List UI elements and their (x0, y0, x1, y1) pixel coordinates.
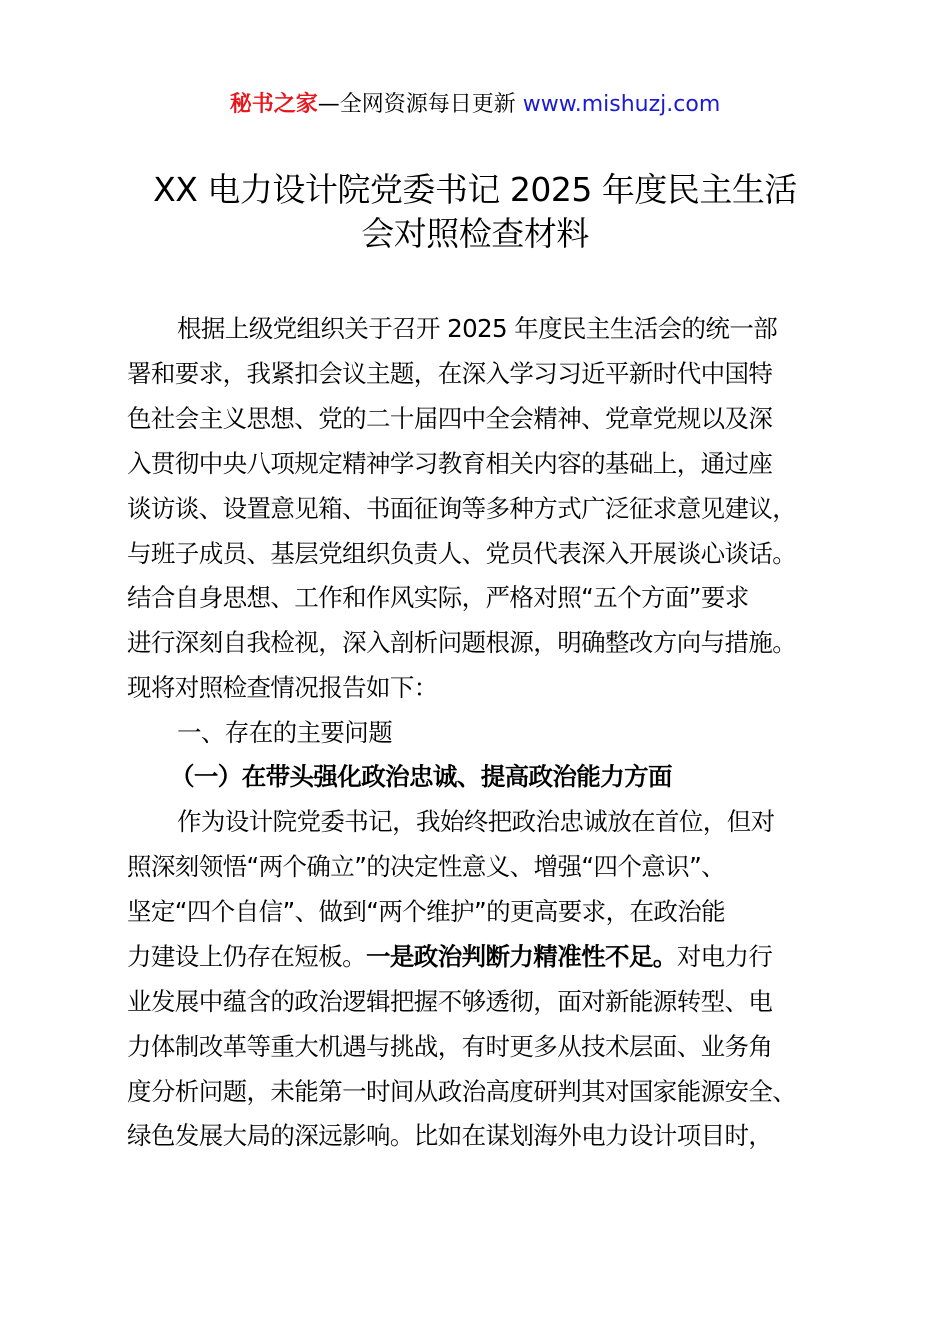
intro-line: 入贯彻中央八项规定精神学习教育相关内容的基础上，通过座 (127, 449, 773, 478)
paragraph-line: 照深刻领悟“两个确立”的决定性意义、增强“四个意识”、 (127, 852, 726, 881)
intro-line: 谈访谈、设置意见箱、书面征询等多种方式广泛征求意见建议， (127, 494, 797, 523)
brand-name: 秘书之家 (229, 92, 318, 117)
intro-line: 结合自身思想、工作和作风实际，严格对照“五个方面”要求 (127, 583, 749, 612)
intro-line: 色社会主义思想、党的二十届四中全会精神、党章党规以及深 (127, 404, 773, 433)
intro-line: 署和要求，我紧扣会议主题，在深入学习习近平新时代中国特 (127, 359, 773, 388)
paragraph-text: 力建设上仍存在短板。 (127, 942, 366, 971)
document-title-line-1: XX 电力设计院党委书记 2025 年度民主生活 (153, 170, 797, 209)
paragraph-line: 业发展中蕴含的政治逻辑把握不够透彻，面对新能源转型、电 (127, 987, 773, 1016)
paragraph-line: 度分析问题，未能第一时间从政治高度研判其对国家能源安全、 (127, 1077, 797, 1106)
website-link[interactable]: www.mishuzj.com (522, 92, 721, 117)
paragraph-line: 力体制改革等重大机遇与挑战，有时更多从技术层面、业务角 (127, 1032, 773, 1061)
paragraph-line: 绿色发展大局的深远影响。比如在谋划海外电力设计项目时， (127, 1121, 773, 1150)
header-tagline: —全网资源每日更新 (317, 92, 516, 117)
document-title-line-2: 会对照检查材料 (361, 214, 589, 253)
section-heading: 一、存在的主要问题 (177, 718, 393, 747)
intro-line: 与班子成员、基层党组织负责人、党员代表深入开展谈心谈话。 (127, 539, 797, 568)
paragraph-line: 坚定“四个自信”、做到“两个维护”的更高要求，在政治能 (127, 897, 726, 926)
intro-line: 根据上级党组织关于召开 2025 年度民主生活会的统一部 (177, 314, 778, 343)
paragraph-text: 对电力行 (676, 942, 773, 971)
site-header-banner (0, 88, 950, 122)
paragraph-line: 作为设计院党委书记，我始终把政治忠诚放在首位，但对 (177, 807, 775, 836)
intro-line: 进行深刻自我检视，深入剖析问题根源，明确整改方向与措施。 (127, 628, 797, 657)
intro-line: 现将对照检查情况报告如下： (127, 673, 438, 702)
paragraph-line (127, 940, 772, 974)
subsection-heading: （一）在带头强化政治忠诚、提高政治能力方面 (170, 762, 672, 791)
key-point-bold: 一是政治判断力精准性不足。 (366, 942, 677, 971)
